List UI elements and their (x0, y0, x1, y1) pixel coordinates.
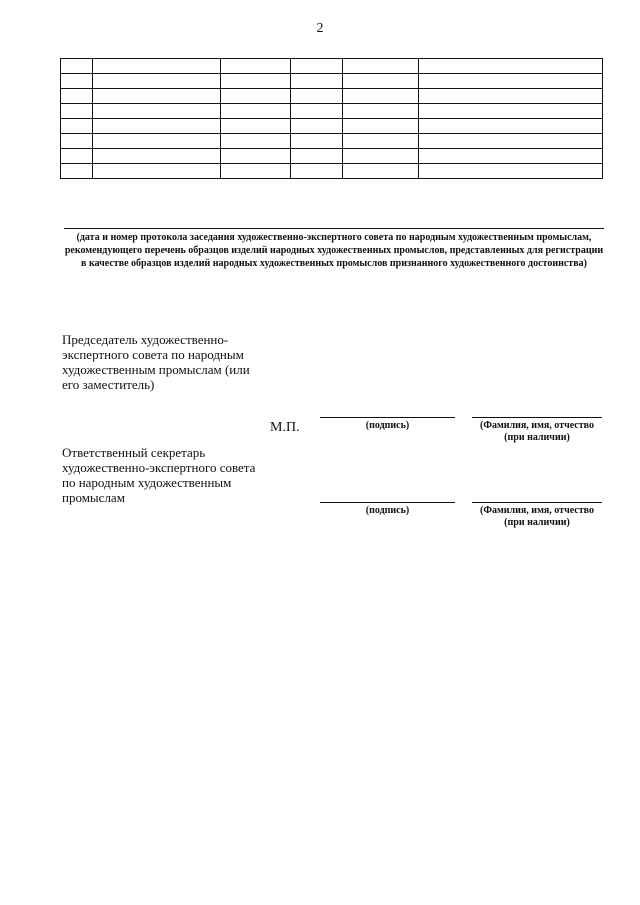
table-cell (291, 59, 343, 74)
table-cell (343, 164, 419, 179)
table-cell (93, 104, 221, 119)
table-cell (61, 149, 93, 164)
table-cell (343, 119, 419, 134)
table-cell (61, 164, 93, 179)
table-cell (93, 149, 221, 164)
secretary-name-line (472, 502, 602, 503)
chairman-name-line (472, 417, 602, 418)
protocol-line (64, 228, 604, 229)
table-cell (61, 104, 93, 119)
secretary-name-caption: (Фамилия, имя, отчество (при наличии) (480, 505, 594, 528)
table-cell (61, 59, 93, 74)
table-cell (419, 164, 603, 179)
table-cell (93, 74, 221, 89)
secretary-signature-line (320, 502, 455, 503)
table-row (61, 89, 603, 104)
table-cell (291, 164, 343, 179)
table-cell (93, 119, 221, 134)
table-cell (343, 149, 419, 164)
table-row (61, 74, 603, 89)
table-cell (419, 134, 603, 149)
table-row (61, 134, 603, 149)
table-cell (221, 119, 291, 134)
table-row (61, 164, 603, 179)
table-cell (221, 134, 291, 149)
table-cell (93, 134, 221, 149)
table-cell (221, 104, 291, 119)
items-table (60, 58, 603, 179)
table-cell (61, 119, 93, 134)
table-cell (419, 89, 603, 104)
protocol-caption: (дата и номер протокола заседания художественно-экспертного совета по народным художественным промыслам, рекомендующего перечень образцов изделий народных художественных промыслов, представленных для регистрации в качестве образцов изделий народных художественных промыслов признанного художественного достоинства) (64, 232, 604, 269)
table-cell (291, 149, 343, 164)
table-cell (419, 149, 603, 164)
table-row (61, 104, 603, 119)
table-cell (343, 134, 419, 149)
table-cell (61, 134, 93, 149)
table-cell (343, 74, 419, 89)
table-cell (221, 74, 291, 89)
table-cell (343, 89, 419, 104)
table-cell (93, 89, 221, 104)
seal-label: М.П. (270, 420, 300, 435)
table-cell (61, 89, 93, 104)
table-row (61, 59, 603, 74)
table-cell (419, 119, 603, 134)
table-cell (419, 104, 603, 119)
table-cell (221, 89, 291, 104)
table-row (61, 149, 603, 164)
table-cell (419, 74, 603, 89)
table-cell (93, 59, 221, 74)
table-cell (343, 59, 419, 74)
chairman-name-caption: (Фамилия, имя, отчество (при наличии) (480, 420, 594, 443)
table-row (61, 119, 603, 134)
chairman-signature-line (320, 417, 455, 418)
table-cell (291, 134, 343, 149)
table-cell (61, 74, 93, 89)
table-cell (343, 104, 419, 119)
chairman-signature-caption: (подпись) (365, 420, 410, 431)
table-cell (221, 149, 291, 164)
table-cell (419, 59, 603, 74)
page-number: 2 (316, 21, 324, 36)
chairman-title: Председатель художественно-экспертного совета по народным художественным промыслам (или его заместитель) (62, 332, 250, 392)
table-cell (291, 89, 343, 104)
table-cell (221, 59, 291, 74)
table-cell (93, 164, 221, 179)
table-cell (291, 119, 343, 134)
table-cell (291, 74, 343, 89)
secretary-title: Ответственный секретарь художественно-экспертного совета по народным художественным промыслам (62, 445, 256, 505)
secretary-signature-caption: (подпись) (365, 505, 410, 516)
table-cell (221, 164, 291, 179)
table-cell (291, 104, 343, 119)
